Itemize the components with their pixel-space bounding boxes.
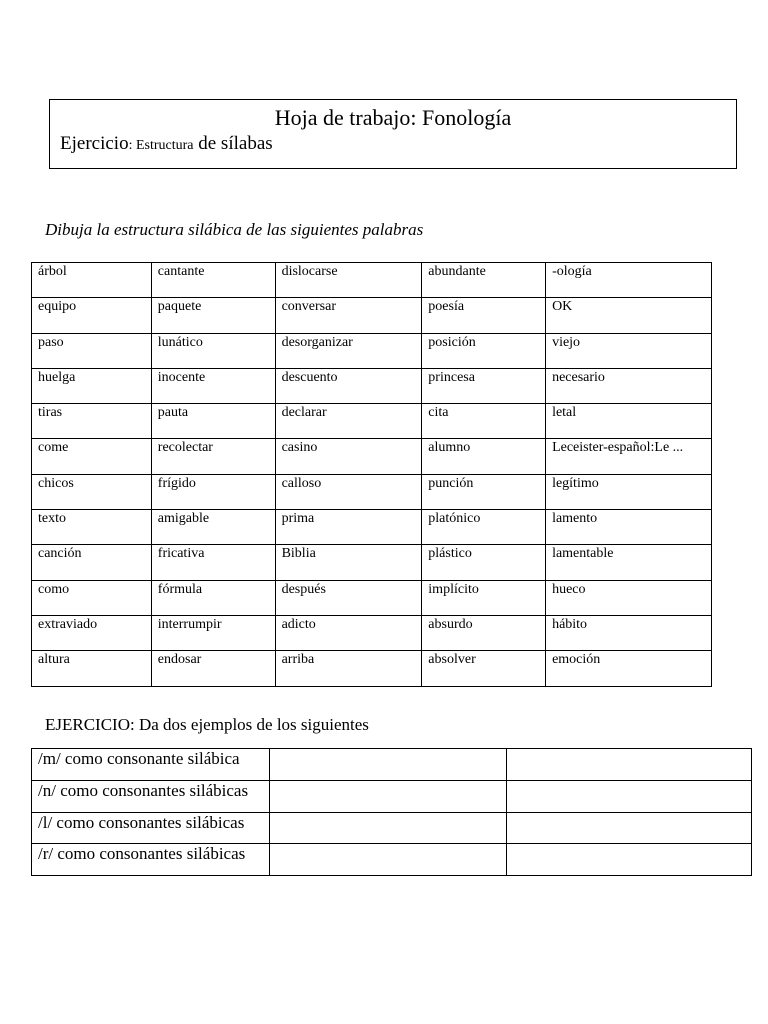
word-cell: huelga <box>32 368 152 403</box>
word-cell: pauta <box>151 404 275 439</box>
table-row <box>32 812 752 844</box>
word-cell: necesario <box>546 368 712 403</box>
word-cell: amigable <box>151 510 275 545</box>
word-cell: equipo <box>32 298 152 333</box>
answer-cell[interactable] <box>269 844 507 876</box>
word-cell: endosar <box>151 651 275 686</box>
answer-cell[interactable] <box>507 812 752 844</box>
word-cell: letal <box>546 404 712 439</box>
answer-cell[interactable] <box>507 780 752 812</box>
prompt-cell: /r/ como consonantes silábicas <box>32 844 270 876</box>
word-cell: adicto <box>275 615 422 650</box>
word-cell: lunático <box>151 333 275 368</box>
word-cell: interrumpir <box>151 615 275 650</box>
table-row <box>32 749 752 781</box>
table-row <box>32 780 752 812</box>
word-cell: Leceister-español:Le ... <box>546 439 712 474</box>
syllable-instruction: Dibuja la estructura silábica de las siguientes palabras <box>45 220 424 239</box>
table-row <box>32 474 712 509</box>
table-row <box>32 368 712 403</box>
word-cell: princesa <box>422 368 546 403</box>
word-cell: paso <box>32 333 152 368</box>
prompt-cell: /n/ como consonantes silábicas <box>32 780 270 812</box>
word-cell: emoción <box>546 651 712 686</box>
answer-cell[interactable] <box>269 780 507 812</box>
table-row <box>32 298 712 333</box>
table-row <box>32 510 712 545</box>
table-row <box>32 404 712 439</box>
words-table-body <box>32 263 712 687</box>
prompt-cell: /m/ como consonante silábica <box>32 749 270 781</box>
word-cell: casino <box>275 439 422 474</box>
examples-table <box>31 748 752 876</box>
word-cell: -ología <box>546 263 712 298</box>
word-cell: inocente <box>151 368 275 403</box>
word-cell: como <box>32 580 152 615</box>
word-cell: desorganizar <box>275 333 422 368</box>
word-cell: punción <box>422 474 546 509</box>
word-cell: Biblia <box>275 545 422 580</box>
word-cell: viejo <box>546 333 712 368</box>
table-row <box>32 439 712 474</box>
word-cell: chicos <box>32 474 152 509</box>
subtitle-part-2: : Estructura <box>128 138 194 153</box>
word-cell: hábito <box>546 615 712 650</box>
word-cell: plástico <box>422 545 546 580</box>
word-cell: legítimo <box>546 474 712 509</box>
word-cell: prima <box>275 510 422 545</box>
word-cell: tiras <box>32 404 152 439</box>
word-cell: fórmula <box>151 580 275 615</box>
subtitle-part-3: de sílabas <box>193 133 273 154</box>
subtitle-part-1: Ejercicio <box>60 133 129 154</box>
word-cell: come <box>32 439 152 474</box>
word-cell: alumno <box>422 439 546 474</box>
exercise-subtitle <box>60 133 273 155</box>
table-row <box>32 545 712 580</box>
word-cell: OK <box>546 298 712 333</box>
word-cell: hueco <box>546 580 712 615</box>
word-cell: abundante <box>422 263 546 298</box>
word-cell: recolectar <box>151 439 275 474</box>
table-row <box>32 263 712 298</box>
word-cell: después <box>275 580 422 615</box>
worksheet-header <box>49 99 737 169</box>
answer-cell[interactable] <box>269 812 507 844</box>
words-table <box>31 262 712 687</box>
word-cell: extraviado <box>32 615 152 650</box>
answer-cell[interactable] <box>507 844 752 876</box>
page-title: Hoja de trabajo: Fonología <box>274 105 512 130</box>
word-cell: texto <box>32 510 152 545</box>
word-cell: cita <box>422 404 546 439</box>
word-cell: absolver <box>422 651 546 686</box>
table-row <box>32 651 712 686</box>
word-cell: posición <box>422 333 546 368</box>
word-cell: absurdo <box>422 615 546 650</box>
table-row <box>32 580 712 615</box>
word-cell: canción <box>32 545 152 580</box>
word-cell: árbol <box>32 263 152 298</box>
word-cell: declarar <box>275 404 422 439</box>
word-cell: implícito <box>422 580 546 615</box>
prompt-cell: /l/ como consonantes silábicas <box>32 812 270 844</box>
word-cell: descuento <box>275 368 422 403</box>
word-cell: fricativa <box>151 545 275 580</box>
word-cell: arriba <box>275 651 422 686</box>
word-cell: lamentable <box>546 545 712 580</box>
examples-table-body <box>32 749 752 876</box>
word-cell: poesía <box>422 298 546 333</box>
word-cell: dislocarse <box>275 263 422 298</box>
answer-cell[interactable] <box>269 749 507 781</box>
word-cell: altura <box>32 651 152 686</box>
examples-heading: EJERCICIO: Da dos ejemplos de los siguientes <box>45 715 369 734</box>
word-cell: frígido <box>151 474 275 509</box>
answer-cell[interactable] <box>507 749 752 781</box>
table-row <box>32 615 712 650</box>
word-cell: calloso <box>275 474 422 509</box>
table-row <box>32 844 752 876</box>
table-row <box>32 333 712 368</box>
word-cell: cantante <box>151 263 275 298</box>
word-cell: paquete <box>151 298 275 333</box>
word-cell: conversar <box>275 298 422 333</box>
word-cell: lamento <box>546 510 712 545</box>
word-cell: platónico <box>422 510 546 545</box>
